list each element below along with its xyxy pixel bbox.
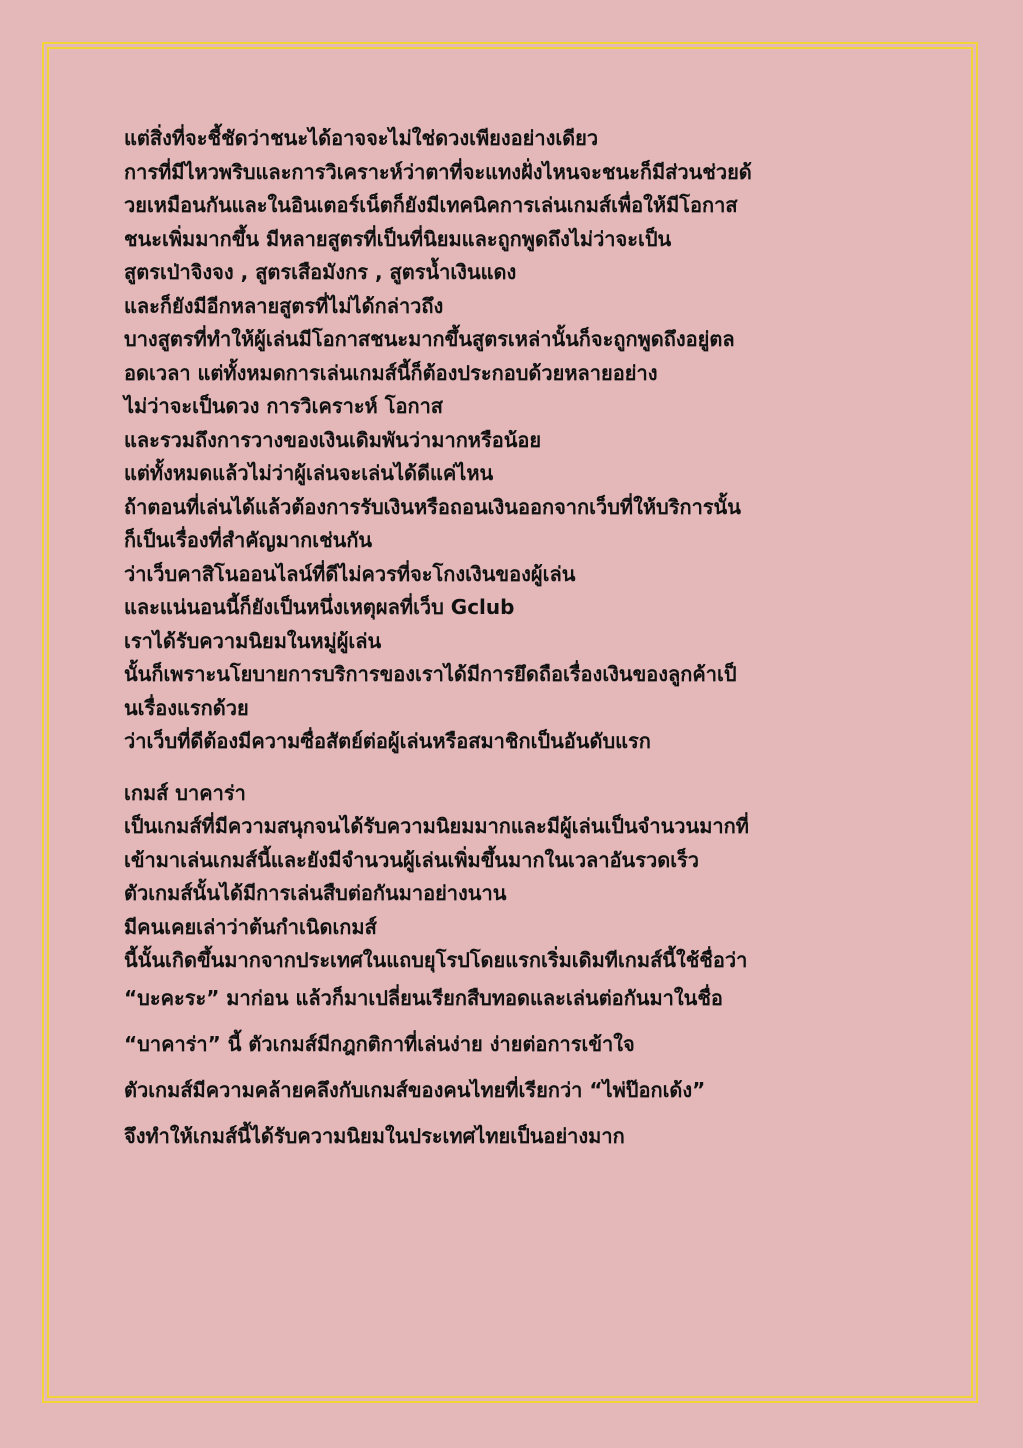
paragraph-spacer bbox=[124, 759, 914, 777]
text-line: “บาคาร่า” นี้ ตัวเกมส์มีกฎกติกาที่เล่นง่าย ง่ายต่อการเข้าใจ bbox=[124, 1031, 635, 1056]
paragraph-strategies bbox=[124, 122, 914, 759]
paragraph-baccarat bbox=[124, 777, 914, 1162]
text-line: แต่ทั้งหมดแล้วไม่ว่าผู้เล่นจะเล่นได้ดีแค่ไหน bbox=[124, 461, 494, 485]
text-line: และรวมถึงการวางของเงินเดิมพันว่ามากหรือน้อย bbox=[124, 427, 542, 452]
text-line: ถ้าตอนที่เล่นได้แล้วต้องการรับเงินหรือถอนเงินออกจากเว็บที่ให้บริการนั้น bbox=[124, 494, 741, 519]
text-line: มีคนเคยเล่าว่าต้นกำเนิดเกมส์ bbox=[124, 914, 377, 939]
text-line: เข้ามาเล่นเกมส์นี้และยังมีจำนวนผู้เล่นเพิ่มขึ้นมากในเวลาอันรวดเร็ว bbox=[124, 847, 699, 872]
text-line: ก็เป็นเรื่องที่สำคัญมากเช่นกัน bbox=[124, 528, 373, 552]
document-body bbox=[124, 122, 914, 1162]
text-line: และแน่นอนนี้ก็ยังเป็นหนึ่งเหตุผลที่เว็บ Gclub bbox=[124, 595, 515, 619]
text-line: แต่สิ่งที่จะชี้ชัดว่าชนะได้อาจจะไม่ใช่ดวงเพียงอย่างเดียว bbox=[124, 126, 599, 150]
text-line: จึงทำให้เกมส์นี้ได้รับความนิยมในประเทศไทยเป็นอย่างมาก bbox=[124, 1123, 625, 1148]
text-line: ว่าเว็บคาสิโนออนไลน์ที่ดีไม่ควรที่จะโกงเงินของผู้เล่น bbox=[124, 561, 576, 586]
text-line: อดเวลา แต่ทั้งหมดการเล่นเกมส์นี้ก็ต้องประกอบด้วยหลายอย่าง bbox=[124, 360, 658, 385]
text-line: วยเหมือนกันและในอินเตอร์เน็ตก็ยังมีเทคนิคการเล่นเกมส์เพื่อให้มีโอกาส bbox=[124, 193, 738, 217]
text-line: “บะคะระ” มาก่อน แล้วก็มาเปลี่ยนเรียกสืบทอดและเล่นต่อกันมาในชื่อ bbox=[124, 985, 723, 1010]
text-line: นี้นั้นเกิดขึ้นมากจากประเทศในแถบยุโรปโดยแรกเริ่มเดิมทีเกมส์นี้ใช้ชื่อว่า bbox=[124, 948, 748, 972]
text-line: ชนะเพิ่มมากขึ้น มีหลายสูตรที่เป็นที่นิยมและถูกพูดถึงไม่ว่าจะเป็น bbox=[124, 226, 672, 251]
text-line: และก็ยังมีอีกหลายสูตรที่ไม่ได้กล่าวถึง bbox=[124, 293, 444, 318]
text-line: บางสูตรที่ทำให้ผู้เล่นมีโอกาสชนะมากขึ้นสูตรเหล่านั้นก็จะถูกพูดถึงอยู่ตล bbox=[124, 327, 735, 351]
text-line: นเรื่องแรกด้วย bbox=[124, 695, 249, 720]
text-line: สูตรเป่าจิงจง , สูตรเสือมังกร , สูตรน้ำเงินแดง bbox=[124, 260, 517, 284]
text-line: ไม่ว่าจะเป็นดวง การวิเคราะห์ โอกาส bbox=[124, 394, 444, 418]
text-line: ตัวเกมส์นั้นได้มีการเล่นสืบต่อกันมาอย่างนาน bbox=[124, 881, 507, 905]
text-line: เป็นเกมส์ที่มีความสนุกจนได้รับความนิยมมากและมีผู้เล่นเป็นจำนวนมากที่ bbox=[124, 814, 749, 838]
section-heading: เกมส์ บาคาร่า bbox=[124, 780, 246, 805]
text-line: ตัวเกมส์มีความคล้ายคลึงกับเกมส์ของคนไทยที่เรียกว่า “ไพ่ป๊อกเด้ง” bbox=[124, 1077, 706, 1102]
text-line: การที่มีไหวพริบและการวิเคราะห์ว่าตาที่จะแทงฝั่งไหนจะชนะก็มีส่วนช่วยด้ bbox=[124, 159, 752, 184]
text-line: เราได้รับความนิยมในหมู่ผู้เล่น bbox=[124, 628, 382, 653]
text-line: นั้นก็เพราะนโยบายการบริการของเราได้มีการยึดถือเรื่องเงินของลูกค้าเป็ bbox=[124, 662, 737, 686]
text-line: ว่าเว็บที่ดีต้องมีความซื่อสัตย์ต่อผู้เล่นหรือสมาชิกเป็นอันดับแรก bbox=[124, 729, 651, 753]
